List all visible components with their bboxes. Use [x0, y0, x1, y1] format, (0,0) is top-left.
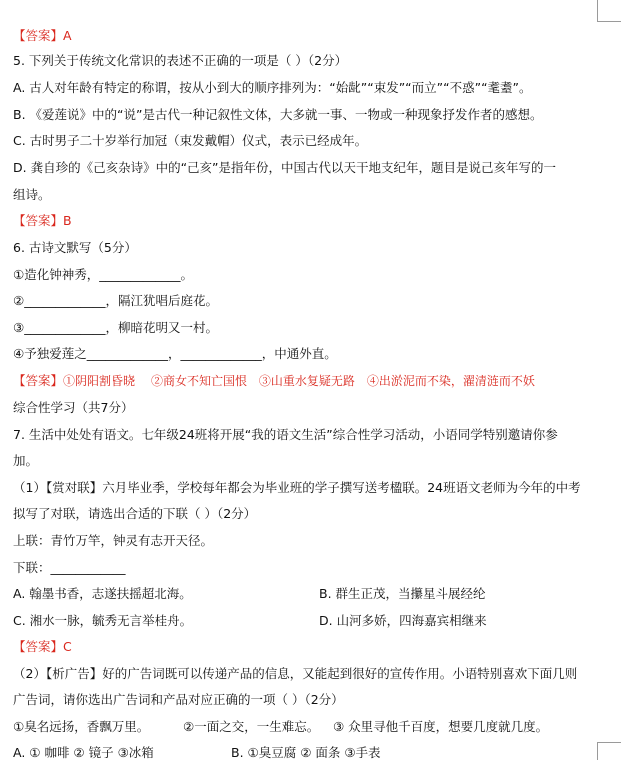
ad-slogan: ②一面之交，一生难忘。: [183, 719, 320, 734]
ad-slogan: ③ 众里寻他千百度，想要几度就几度。: [333, 719, 549, 734]
corner-mark-bottom-right-h: [597, 742, 621, 743]
ad-slogan: ①臭名远扬，香飘万里。: [13, 719, 150, 734]
q7-part2-option-a: A. ① 咖啡 ② 镜子 ③冰箱: [13, 745, 154, 760]
section-heading: 综合性学习（共7分）: [13, 400, 134, 415]
q6-answer-item: ②商女不知亡国恨: [150, 374, 247, 388]
q7-stem-line2: 加。: [13, 453, 39, 468]
q7-option-b: B. 群生正茂，当攥星斗展经纶: [319, 586, 486, 601]
q6-answer-item: ③山重水复疑无路: [258, 374, 355, 388]
q7-part2-line1: （2）【析广告】好的广告词既可以传递产品的信息，又能起到很好的宣传作用。小语特别喜欢下面几则: [13, 666, 578, 681]
q7-stem-line1: 7. 生活中处处有语文。七年级24班将开展“我的语文生活”综合性学习活动，小语同学特别邀请你参: [13, 427, 558, 442]
corner-mark-top-right-h: [597, 21, 621, 22]
q6-answer: [13, 372, 535, 390]
q7-answer-1: 【答案】C: [13, 639, 72, 654]
q5-option-c: C. 古时男子二十岁举行加冠（束发戴帽）仪式，表示已经成年。: [13, 133, 368, 148]
q6-answer-label: 【答案】: [13, 373, 64, 388]
q5-option-b: B. 《爱莲说》中的“说”是古代一种记叙性文体，大多就一事、一物或一种现象抒发作者的感想。: [13, 107, 543, 122]
q7-part1-line1: （1）【赏对联】六月毕业季，学校每年都会为毕业班的学子撰写送考楹联。24班语文老师为今年的中考: [13, 480, 581, 495]
q6-answer-item: ①阴阳割昏晓: [63, 374, 136, 388]
q7-part2-option-b: B. ①臭豆腐 ② 面条 ③手表: [231, 745, 381, 760]
q6-blank-1: ①造化钟神秀，_____________。: [13, 267, 193, 282]
q5-option-a: A. 古人对年龄有特定的称谓，按从小到大的顺序排列为：“始龀”“束发”“而立”“不惑”“耄耋”。: [13, 80, 532, 95]
q4-answer: 【答案】A: [13, 28, 72, 43]
q6-answer-item: ④出淤泥而不染，濯清涟而不妖: [366, 374, 535, 388]
corner-mark-top-right-v: [597, 0, 598, 22]
q6-stem: 6. 古诗文默写（5分）: [13, 240, 137, 255]
lower-couplet-blank: 下联：____________: [13, 560, 126, 575]
q7-part1-line2: 拟写了对联，请选出合适的下联（ ）（2分）: [13, 506, 257, 521]
q6-blank-4: ④予独爱莲之_____________，_____________，中通外直。: [13, 346, 337, 361]
q5-option-d-line1: D. 龚自珍的《己亥杂诗》中的“己亥”是指年份，中国古代以天干地支纪年，题目是说己亥年写的一: [13, 160, 557, 175]
q5-stem: 5. 下列关于传统文化常识的表述不正确的一项是（ ）（2分）: [13, 53, 348, 68]
q7-option-c: C. 湘水一脉，毓秀无言举桂舟。: [13, 613, 193, 628]
q5-answer: 【答案】B: [13, 213, 72, 228]
corner-mark-bottom-right-v: [597, 742, 598, 760]
q7-part2-line2: 广告词，请你选出广告词和产品对应正确的一项（ ）（2分）: [13, 692, 344, 707]
q5-option-d-line2: 组诗。: [13, 187, 51, 202]
q6-blank-3: ③_____________，柳暗花明又一村。: [13, 320, 218, 335]
q6-blank-2: ②_____________，隔江犹唱后庭花。: [13, 293, 218, 308]
q7-option-d: D. 山河多娇，四海嘉宾相继来: [319, 613, 487, 628]
q7-option-a: A. 翰墨书香，志遂扶摇超北海。: [13, 586, 192, 601]
upper-couplet: 上联：青竹万竿，钟灵有志开天径。: [13, 533, 214, 548]
